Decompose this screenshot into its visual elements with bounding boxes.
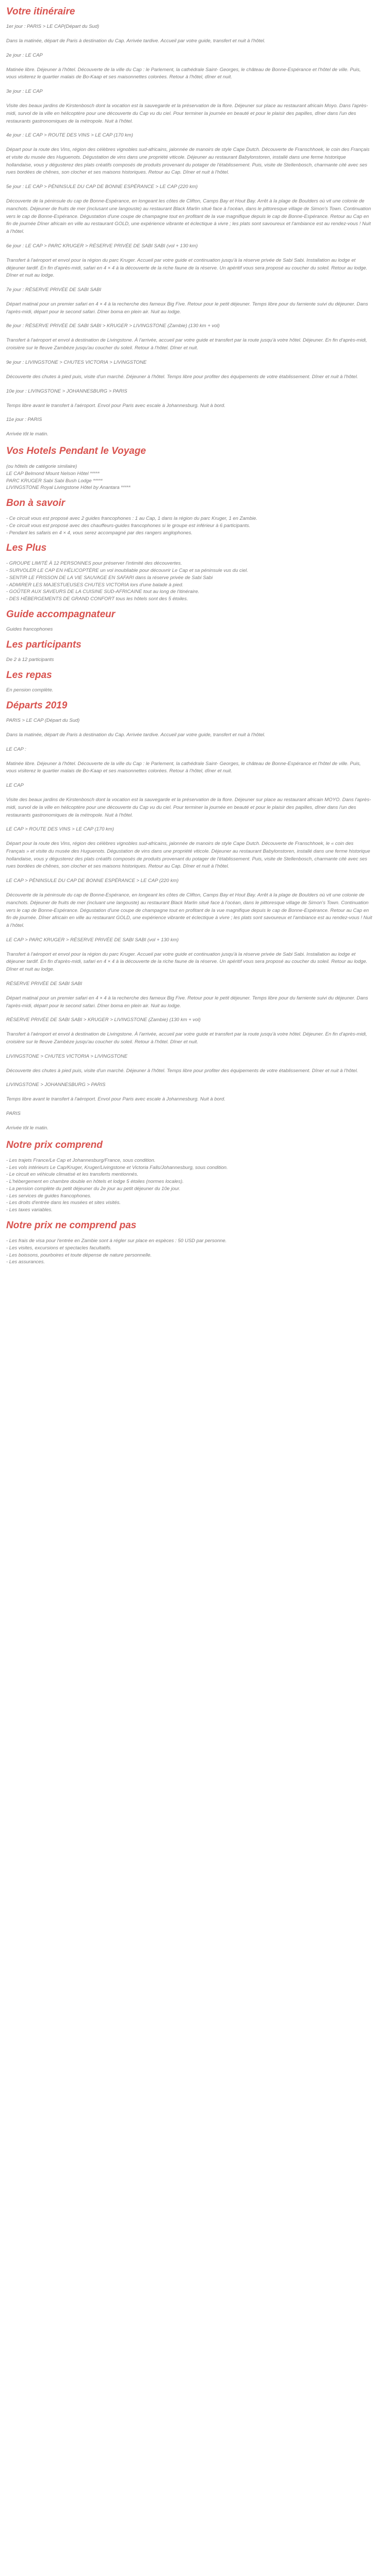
itinerary-day — [6, 388, 372, 410]
day-description: Transfert à l'aéroport et envol à destination de Livingstone. À l'arrivée, accueil par votre guide et transfert par la route jusqu'à votre hôtel. Déjeuner. En fin d'après-midi, croisière sur le fleuve Zambèze jusqu'au coucher du soleil. Retour à l'hôtel. Dîner et nuit. — [6, 337, 367, 351]
day-title: 7e jour : RÉSERVE PRIVÉE DE SABI SABI — [6, 286, 102, 293]
day-title: 10e jour : LIVINGSTONE > JOHANNESBURG > PARIS — [6, 388, 127, 394]
les-plus-list — [6, 560, 372, 603]
day-title: LE CAP > PARC KRUGER > RÉSERVE PRIVÉE DE SABI SABI (vol + 130 km) — [6, 937, 179, 943]
list-item: PARC KRUGER Sabi Sabi Bush Lodge ***** — [6, 478, 103, 484]
itinerary-day — [6, 184, 372, 236]
day-description: Temps libre avant le transfert à l'aéroport. Envol pour Paris avec escale à Johannesburg. Nuit à bord. — [6, 1096, 225, 1103]
list-item: (ou hôtels de catégorie similaire) — [6, 463, 77, 469]
day-title: 6e jour : LE CAP > PARC KRUGER > RÉSERVE PRIVÉE DE SABI SABI (vol + 130 km) — [6, 243, 198, 249]
itinerary-day — [6, 1017, 372, 1046]
guide-heading: Guide accompagnateur — [6, 608, 116, 620]
day-title: LIVINGSTONE > JOHANNESBURG > PARIS — [6, 1082, 106, 1088]
day-description: Transfert à l'aéroport et envol à destination de Livingstone. À l'arrivée, accueil par votre guide et transfert par la route jusqu'à votre hôtel. Déjeuner. En fin d'après-midi, croisière sur le fleuve Zambèze jusqu'au coucher du soleil. Retour à l'hôtel. Dîner et nuit. — [6, 1031, 367, 1045]
day-description: Visite des beaux jardins de Kirstenbosch dont la vocation est la sauvegarde et la préservation de la flore. Déjeuner sur place au restaurant africain Moyo. Dans l'après-midi, survol de la ville en hélicoptère pour une découverte du Cap vu du ciel. Pour terminer la journée en beauté et pour le plaisir des papilles, dîner dans l'un des restaurants gastronomiques de la métropole. Nuit à l'hôtel. — [6, 103, 368, 124]
list-item: LE CAP Belmond Mount Nelson Hôtel ***** — [6, 470, 100, 477]
day-description: Dans la matinée, départ de Paris à destination du Cap. Arrivée tardive. Accueil par votre guide, transfert et nuit à l'hôtel. — [6, 732, 266, 738]
day-description: Matinée libre. Déjeuner à l'hôtel. Découverte de la ville du Cap : le Parlement, la cathédrale Saint- Georges, le château de Bonne-Espérance et l'hôtel de ville. Puis, vous visiterez le quartier malais de Bo-Kaap et ses maisonnettes colorées. Retour à l'hôtel, dîner et nuit. — [6, 66, 361, 80]
participants-text: De 2 à 12 participants — [6, 656, 54, 663]
day-title: RÉSERVE PRIVÉE DE SABI SABI > KRUGER > LIVINGSTONE (Zambie) (130 km + vol) — [6, 1017, 201, 1023]
list-item: - Les taxes variables. — [6, 1207, 53, 1213]
day-title: 5e jour : LE CAP > PÉNINSULE DU CAP DE BONNE ESPÉRANCE > LE CAP (220 km) — [6, 184, 198, 190]
day-title: LE CAP — [6, 783, 24, 789]
hotels-list — [6, 463, 372, 492]
day-description: Découverte des chutes à pied puis, visite d'un marché. Déjeuner à l'hôtel. Temps libre pour profiter des équipements de votre établissement. Dîner et nuit à l'hôtel. — [6, 374, 359, 380]
itinerary-day — [6, 937, 372, 974]
list-item: - GROUPE LIMITÉ À 12 PERSONNES pour préserver l'intimité des découvertes. — [6, 561, 182, 567]
list-item: - Les visites, excursions et spectacles facultatifs. — [6, 1245, 112, 1251]
guide-text: Guides francophones — [6, 626, 53, 632]
day-description: Découverte de la péninsule du cap de Bonne-Espérance, en longeant les côtes de Clifton, Camps Bay et Hout Bay. Arrêt à la plage de Boulders où vit une colonie de manchots. Déjeuner de fruits de mer (incluant une langouste) au restaurant Black Marlin situé face à l'océan, dans le pittoresque village de Simon's Town. Continuation vers le cap de Bonne-Espérance. Dégustation d'une coupe de champagne tout en profitant de la vue magnifique depuis le cap de Bonne-Espérance. Retour au Cap en fin de journée. Dîner africain en ville au restaurant GOLD, une expérience vibrante et éclectique à vivre ; les plats sont savoureux et l'ambiance est au rendez-vous ! Nuit à l'hôtel. — [6, 892, 372, 928]
day-description: Visite des beaux jardins de Kirstenbosch dont la vocation est la sauvegarde et la préservation de la flore. Déjeuner sur place au restaurant africain MOYO. Dans l'après-midi, survol de la ville en hélicoptère pour une découverte du Cap vu du ciel. Pour terminer la journée en beauté et pour le plaisir des papilles, dîner dans l'un des restaurants gastronomiques de la métropole. Nuit à l'hôtel. — [6, 797, 371, 818]
day-description: Arrivée tôt le matin. — [6, 1125, 48, 1131]
itinerary-day — [6, 89, 372, 125]
list-item: - Les vols intérieurs Le Cap/Kruger, Kruger/Livingstone et Victoria Falls/Johannesburg, sous condition. — [6, 1164, 228, 1171]
list-item: - Le circuit en véhicule climatisé et les transferts mentionnés. — [6, 1172, 139, 1178]
itinerary-day — [6, 287, 372, 316]
itinerary-day — [6, 878, 372, 930]
itinerary-day — [6, 981, 372, 1010]
list-item: - La pension complète du petit déjeuner du 2e jour au petit déjeuner du 10e jour. — [6, 1185, 181, 1192]
participants-heading: Les participants — [6, 639, 82, 650]
itinerary-list-2 — [6, 732, 372, 1132]
list-item: - Les frais de visa pour l'entrée en Zambie sont à régler sur place en espèces : 50 USD par personne. — [6, 1238, 227, 1244]
list-item: - Les services de guides francophones. — [6, 1193, 92, 1199]
itinerary-day — [6, 53, 372, 81]
day-title: 3e jour : LE CAP — [6, 89, 43, 95]
day-title: PARIS — [6, 1111, 21, 1117]
day-description: Transfert à l'aéroport et envol pour la région du parc Kruger. Accueil par votre guide et continuation jusqu'à la réserve privée de Sabi Sabi. Installation au lodge et déjeuner tardif. En fin d'après-midi, safari en 4 × 4 à la découverte de la riche faune de la réserve. Un apéritif vous sera proposé au coucher du soleil. Retour au lodge. Dîner et nuit au lodge. — [6, 951, 368, 973]
day-description: Départ pour la route des Vins, région des célèbres vignobles sud-africains, jalonnée de manoirs de style Cape Dutch. Découverte de Franschhoek, le « coin des Français » et visite du musée des Huguenots. Dégustation de vins dans une propriété viticole. Déjeuner au restaurant Babylonstoren, installé dans une ferme historique hollandaise, vous y dégusterez des plats créatifs composés de produits provenant du potager de l'établissement. Puis, visite de Stellenbosch, charmante cité avec ses rues bordées de chênes, son clocher et ses maisons historiques. Retour au Cap. Dîner et nuit à l'hôtel. — [6, 841, 370, 870]
list-item: - Les trajets France/Le Cap et Johannesburg/France, sous condition. — [6, 1157, 156, 1163]
itinerary-day — [6, 1111, 372, 1132]
day-title: LE CAP > ROUTE DES VINS > LE CAP (170 km) — [6, 826, 114, 833]
day-title: 11e jour : PARIS — [6, 417, 42, 423]
itinerary-day — [6, 826, 372, 871]
itinerary-day — [6, 24, 372, 45]
itinerary-day — [6, 1054, 372, 1075]
itinerary-day — [6, 417, 372, 438]
itinerary-day — [6, 783, 372, 819]
itinerary-day — [6, 243, 372, 280]
day-title: 8e jour : RÉSERVE PRIVÉE DE SABI SABI > KRUGER > LIVINGSTONE (Zambie) (130 km + vol) — [6, 323, 220, 329]
day-description: Départ pour la route des Vins, région des célèbres vignobles sud-africains, jalonnée de manoirs de style Cape Dutch. Découverte de Franschhoek, le coin des Français et visite du musée des Huguenots. Dégustation de vins dans une propriété viticole. Déjeuner au restaurant Babylonstoren, installé dans une ferme historique hollandaise, vous y dégusterez des plats créatifs composés de produits provenant du potager de l'établissement. Puis, visite de Stellenbosch, charmante cité avec ses rues bordées de chênes, son clocher et ses maisons historiques. Retour au Cap. Dîner et nuit à l'hôtel. — [6, 147, 370, 176]
list-item: - Les boissons, pourboires et toute dépense de nature personnelle. — [6, 1252, 152, 1258]
day-description: Temps libre avant le transfert à l'aéroport. Envol pour Paris avec escale à Johannesburg. Nuit à bord. — [6, 402, 225, 409]
day-description: Découverte des chutes à pied puis, visite d'un marché. Déjeuner à l'hôtel. Temps libre pour profiter des équipements de votre établissement. Dîner et nuit à l'hôtel. — [6, 1067, 359, 1074]
itinerary-heading: Votre itinéraire — [6, 6, 75, 17]
itinerary-day — [6, 747, 372, 775]
itinerary-day — [6, 732, 372, 739]
day-description: Découverte de la péninsule du cap de Bonne-Espérance, en longeant les côtes de Clifton, Camps Bay et Hout Bay. Arrêt à la plage de Boulders où vit une colonie de manchots. Déjeuner de fruits de mer (inclusant une langouste) au restaurant Black Marlin situé face à l'océan, dans le pittoresque village de Simon's Town. Continuation vers le cap de Bonne-Espérance. Dégustation d'une coupe de champagne tout en profitant de la vue magnifique depuis le cap de Bonne-Espérance. Retour au Cap en fin de journée Dîner africain en ville au restaurant GOLD, une expérience vibrante et éclectique à vivre ; les plats sont savoureux et l'ambiance est au rendez-vous ! Nuit à l'hôtel. — [6, 198, 371, 235]
page — [0, 0, 379, 1282]
list-item: LIVINGSTONE Royal Livingstone Hôtel by Anantara ***** — [6, 485, 131, 491]
repas-text: En pension complète. — [6, 687, 54, 693]
day-description: Transfert à l'aéroport et envol pour la région du parc Kruger. Accueil par votre guide et continuation jusqu'à la réserve privée de Sabi Sabi. Installation au lodge et déjeuner tardif. En fin d'après-midi, safari en 4 × 4 à la découverte de la riche faune de la réserve. Un apéritif vous sera proposé au coucher du soleil. Retour au lodge. Dîner et nuit au lodge. — [6, 257, 368, 279]
departs-heading: Départs 2019 — [6, 700, 68, 711]
day-title: 4e jour : LE CAP > ROUTE DES VINS > LE CAP (170 km) — [6, 132, 133, 139]
day-title: RÉSERVE PRIVÉE DE SABI SABI — [6, 980, 83, 987]
list-item: - DES HÉBERGEMENTS DE GRAND CONFORT tous les hôtels sont des 5 étoiles. — [6, 596, 188, 602]
itinerary-day — [6, 132, 372, 177]
list-item: - ADMIRER LES MAJESTUEUSES CHUTES VICTORIA lors d'une balade à pied. — [6, 582, 184, 588]
itinerary-day — [6, 323, 372, 352]
itinerary-list — [6, 24, 372, 438]
day-title: 1er jour : PARIS > LE CAP(Départ du Sud) — [6, 24, 100, 29]
day-title: 2e jour : LE CAP — [6, 52, 43, 58]
prix-comprend-list — [6, 1157, 372, 1214]
day-description: Départ matinal pour un premier safari en 4 × 4 à la recherche des fameux Big Five. Retour pour le petit déjeuner. Temps libre pour du farniente suivi du déjeuner. Dans l'après-midi, départ pour le second safari. Dîner boma en plein air. Nuit au lodge. — [6, 995, 368, 1009]
bon-a-savoir-heading: Bon à savoir — [6, 498, 66, 509]
itinerary-day — [6, 360, 372, 381]
list-item: - SURVOLER LE CAP EN HÉLICOPTÈRE un vol inoubliable pour découvrir Le Cap et sa péninsule vus du ciel. — [6, 568, 248, 574]
les-plus-heading: Les Plus — [6, 543, 47, 554]
day-title: LE CAP > PÉNINSULE DU CAP DE BONNE ESPÉRANCE > LE CAP (220 km) — [6, 878, 179, 884]
day-description: Dans la matinée, départ de Paris à destination du Cap. Arrivée tardive. Accueil par votre guide, transfert et nuit à l'hôtel. — [6, 38, 266, 44]
day-title: LE CAP : — [6, 746, 26, 752]
list-item: - GOÛTER AUX SAVEURS DE LA CUISINE SUD-AFRICAINE tout au long de l'itinéraire. — [6, 589, 200, 595]
list-item: - L'hébergement en chambre double en hôtels et lodge 5 étoiles (normes locales). — [6, 1179, 184, 1185]
repas-heading: Les repas — [6, 669, 52, 681]
prix-comprend-heading: Notre prix comprend — [6, 1139, 103, 1150]
departs-text: PARIS > LE CAP (Départ du Sud) — [6, 717, 80, 723]
day-title: 9e jour : LIVINGSTONE > CHUTES VICTORIA > LIVINGSTONE — [6, 359, 147, 365]
day-title: LIVINGSTONE > CHUTES VICTORIA > LIVINGSTONE — [6, 1053, 128, 1059]
list-item: - SENTIR LE FRISSON DE LA VIE SAUVAGE EN SAFARI dans la réserve privée de Sabi Sabi — [6, 574, 213, 581]
list-item: - Pendant les safaris en 4 × 4, vous serez accompagné par des rangers anglophones. — [6, 530, 192, 536]
day-description: Arrivée tôt le matin. — [6, 431, 48, 437]
list-item: - Ce circuit vous est proposé avec des chauffeurs-guides francophones si le groupe est inférieur à 6 participants. — [6, 522, 251, 529]
hotels-heading: Vos Hotels Pendant le Voyage — [6, 445, 146, 456]
list-item: - Les assurances. — [6, 1259, 45, 1265]
day-description: Matinée libre. Déjeuner à l'hôtel. Découverte de la ville du Cap : le Parlement, la cathédrale Saint- Georges, le château de Bonne-Espérance et l'hôtel de ville. Puis, vous visiterez le quartier malais de Bo-Kaap et ses maisonnettes colorées. Retour à l'hôtel, dîner et nuit. — [6, 760, 361, 774]
list-item: - Les droits d'entrée dans les musées et sites visités. — [6, 1200, 121, 1206]
bon-a-savoir-list — [6, 515, 372, 536]
itinerary-day — [6, 1082, 372, 1104]
day-description: Départ matinal pour un premier safari en 4 × 4 à la recherche des fameux Big Five. Retour pour le petit déjeuner. Temps libre pour du farniente suivi du déjeuner. Dans l'après-midi, départ pour le second safari. Dîner boma en plein air. Nuit au lodge. — [6, 301, 368, 315]
prix-ne-comprend-list — [6, 1238, 372, 1266]
prix-ne-comprend-heading: Notre prix ne comprend pas — [6, 1220, 137, 1231]
list-item: - Ce circuit vous est proposé avec 2 guides francophones : 1 au Cap, 1 dans la région du parc Kruger, 1 en Zambie. — [6, 516, 257, 522]
